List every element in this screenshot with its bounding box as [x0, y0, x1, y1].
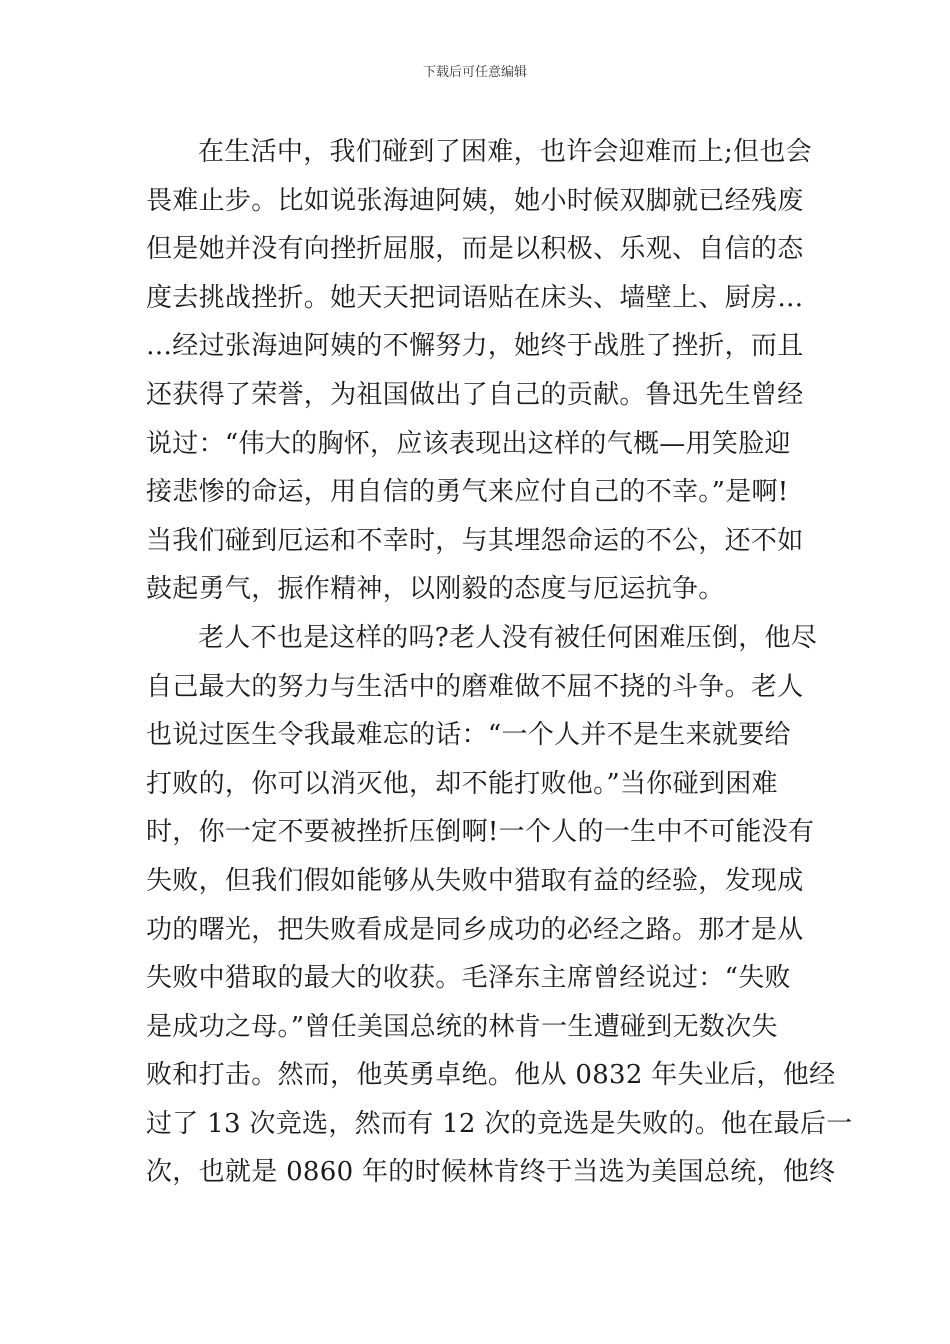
text-line: 鼓起勇气，振作精神，以刚毅的态度与厄运抗争。 — [146, 574, 725, 605]
text-line: 打败的，你可以消灭他，却不能打败他。”当你碰到困难 — [146, 768, 778, 799]
text-line: 失败中猎取的最大的收获。毛泽东主席曾经说过：“失败 — [146, 963, 791, 994]
text-line: 说过：“伟大的胸怀，应该表现出这样的气概—用笑脸迎 — [146, 428, 791, 459]
text-line: 度去挑战挫折。她天天把词语贴在床头、墙壁上、厨房… — [146, 282, 804, 313]
text-line: 是成功之母。”曾任美国总统的林肯一生遭碰到无数次失 — [146, 1011, 778, 1042]
text-line: 在生活中，我们碰到了困难，也许会迎难而上;但也会 — [198, 137, 812, 167]
text-line: …经过张海迪阿姨的不懈努力，她终于战胜了挫折，而且 — [146, 331, 804, 362]
page-header: 下载后可任意编辑 — [422, 65, 527, 80]
text-line: 老人不也是这样的吗?老人没有被任何困难压倒，他尽 — [198, 622, 818, 653]
text-line: 功的曙光，把失败看成是同乡成功的必经之路。那才是从 — [146, 914, 804, 945]
text-line: 失败，但我们假如能够从失败中猎取有益的经验，发现成 — [146, 865, 804, 896]
paragraph-1 — [146, 128, 812, 614]
paragraph-2 — [146, 614, 853, 1197]
text-line: 自己最大的努力与生活中的磨难做不屈不挠的斗争。老人 — [146, 671, 804, 702]
text-line: 当我们碰到厄运和不幸时，与其埋怨命运的不公，还不如 — [146, 525, 804, 556]
text-line: 畏难止步。比如说张海迪阿姨，她小时候双脚就已经残废 — [146, 185, 804, 216]
text-line: 还获得了荣誉，为祖国做出了自己的贡献。鲁迅先生曾经 — [146, 379, 804, 410]
text-line: 次，也就是 0860 年的时候林肯终于当选为美国总统，他终 — [146, 1157, 836, 1188]
body-text — [146, 128, 853, 1197]
text-line: 也说过医生令我最难忘的话：“一个人并不是生来就要给 — [146, 720, 791, 751]
text-line: 败和打击。然而，他英勇卓绝。他从 0832 年失业后，他经 — [146, 1060, 836, 1091]
text-line: 但是她并没有向挫折屈服，而是以积极、乐观、自信的态 — [146, 234, 804, 265]
text-line: 过了 13 次竞选，然而有 12 次的竞选是失败的。他在最后一 — [146, 1108, 853, 1139]
text-line: 接悲惨的命运，用自信的勇气来应付自己的不幸。”是啊! — [146, 477, 789, 508]
text-line: 时，你一定不要被挫折压倒啊!一个人的一生中不可能没有 — [146, 817, 815, 848]
